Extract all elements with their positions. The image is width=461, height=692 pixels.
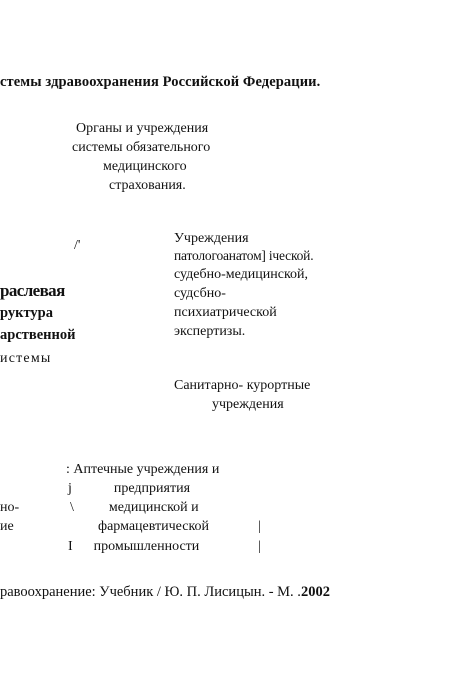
block-pharmacy-line: фармацевтической — [98, 519, 210, 534]
slash-mark: /' — [74, 238, 81, 253]
block-pharmacy-line: j предприятия — [68, 481, 191, 496]
block-expertise-line: психиатрической — [174, 305, 277, 320]
block-oms-line: Органы и учреждения — [76, 121, 209, 136]
block-pharmacy-line: \ медицинской и — [70, 500, 199, 515]
block-sanatorium-line: Санитарно- курортные — [174, 378, 311, 393]
document-heading: стемы здравоохранения Российской Федерации. — [0, 74, 321, 90]
block-pharmacy-line: : Аптечные учреждения и — [66, 462, 220, 477]
block-expertise-line: судебно-медицинской, — [174, 267, 309, 282]
block-oms-line: системы обязательного — [72, 140, 211, 155]
citation-text: равоохранение: Учебник / Ю. П. Лисицын. - М. . — [0, 584, 301, 600]
block-oms-line: медицинского — [103, 159, 187, 174]
left-block-line: руктура — [0, 305, 53, 321]
block-expertise-line: патологоанатом] iческой. — [174, 248, 314, 263]
border-bar: | — [258, 519, 261, 534]
left-fragment: ие — [0, 519, 14, 534]
border-bar: | — [258, 539, 261, 554]
left-block-line: арственной — [0, 327, 76, 343]
left-block-line: раслевая — [0, 281, 65, 300]
citation-footer — [0, 584, 330, 601]
left-fragment: но- — [0, 500, 20, 515]
block-expertise-line: Учреждения — [174, 231, 249, 246]
block-pharmacy-line: I промышленности — [68, 539, 200, 554]
left-block-line: истемы — [0, 351, 52, 366]
block-expertise-line: судсбно- — [174, 286, 226, 301]
block-sanatorium-line: учреждения — [212, 397, 284, 412]
block-expertise-line: экспертизы. — [174, 324, 246, 339]
block-oms-line: страхования. — [109, 178, 186, 193]
citation-year: 2002 — [300, 584, 330, 600]
